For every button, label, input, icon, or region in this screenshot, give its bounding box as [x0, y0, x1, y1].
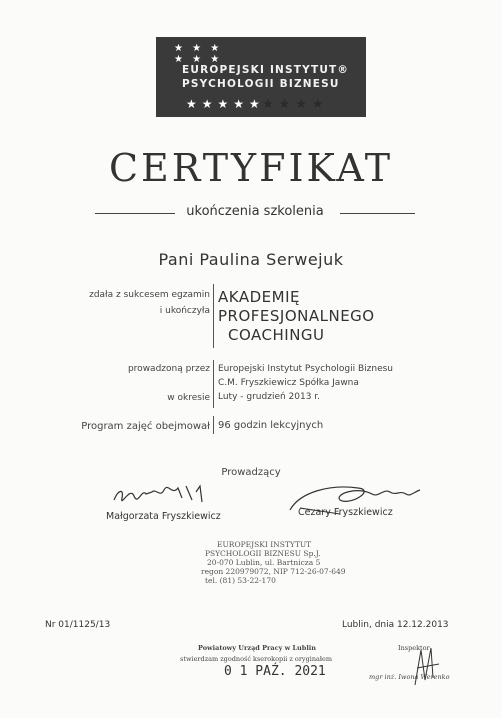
presenters-label: Prowadzący [221, 467, 281, 478]
organizer-line-1: Europejski Instytut Psychologii Biznesu [218, 364, 393, 374]
subtitle: ukończenia szkolenia [186, 204, 324, 219]
course-line-3: COACHINGU [228, 326, 325, 344]
logo-stars-bottom-icon: ★★★★★ [186, 97, 265, 111]
stamp-line-2: PSYCHOLOGII BIZNESU Sp.J. [205, 549, 321, 558]
institute-logo [156, 37, 366, 117]
recipient-name: Pani Paulina Serwejuk [158, 250, 344, 269]
signatory-2-name: Cezary Fryszkiewicz [298, 507, 393, 518]
footer-inspector-name: mgr inż. Iwona Werenko [369, 673, 450, 681]
organizer-label: prowadzoną przez [127, 364, 210, 374]
stamp-line-5: tel. (81) 53-22-170 [205, 576, 276, 585]
logo-text [182, 63, 349, 91]
signatory-1-name: Małgorzata Fryszkiewicz [106, 511, 221, 522]
footer-date: 0 1 PAŹ. 2021 [224, 664, 326, 679]
company-stamp [195, 540, 375, 585]
completion-label-1: zdała z sukcesem egzamin [89, 290, 210, 300]
logo-stars-icon: ★ ★ ★ ★ ★ ★ [174, 43, 223, 65]
organizer [218, 362, 393, 404]
course-line-2: PROFESJONALNEGO [218, 307, 375, 325]
footer-inspector: Inspektor [398, 644, 430, 652]
divider-organizer [213, 360, 214, 408]
program-value: 96 godzin lekcyjnych [218, 420, 324, 431]
place-date: Lublin, dnia 12.12.2013 [342, 620, 449, 630]
footer-office: Powiatowy Urząd Pracy w Lublin [198, 644, 316, 652]
period-label: w okresie [167, 393, 210, 403]
organizer-line-2: C.M. Fryszkiewicz Spółka Jawna [218, 378, 359, 388]
program-label: Program zajęć obejmował [81, 421, 210, 432]
logo-stars-outer-icon: ★★★★ [262, 97, 329, 112]
stamp-line-1: EUROPEJSKI INSTYTUT [217, 540, 312, 549]
period-value: Luty - grudzień 2013 r. [218, 392, 321, 402]
divider-program [213, 416, 214, 434]
footer-conformity: stwierdzam zgodność kserokopii z oryginałem [180, 655, 333, 663]
logo-line-1: EUROPEJSKI INSTYTUT® [182, 64, 350, 76]
logo-line-2: PSYCHOLOGII BIZNESU [182, 78, 340, 90]
divider-course [213, 284, 214, 348]
stamp-line-3: 20-070 Lublin, ul. Bartnicza 5 [207, 558, 321, 567]
subtitle-row [95, 203, 415, 223]
certificate-title: CERTYFIKAT [108, 146, 394, 190]
completion-label-2: i ukończyła [159, 306, 210, 316]
course-name [218, 288, 375, 345]
course-line-1: AKADEMIĘ [218, 288, 300, 306]
inspector-signature-graphic [405, 640, 445, 690]
certificate-number: Nr 01/1125/13 [45, 620, 111, 630]
signature-1-graphic [108, 478, 208, 514]
stamp-line-4: regon 220979072, NIP 712-26-07-649 [201, 567, 346, 576]
subtitle-rule-right [340, 213, 415, 214]
